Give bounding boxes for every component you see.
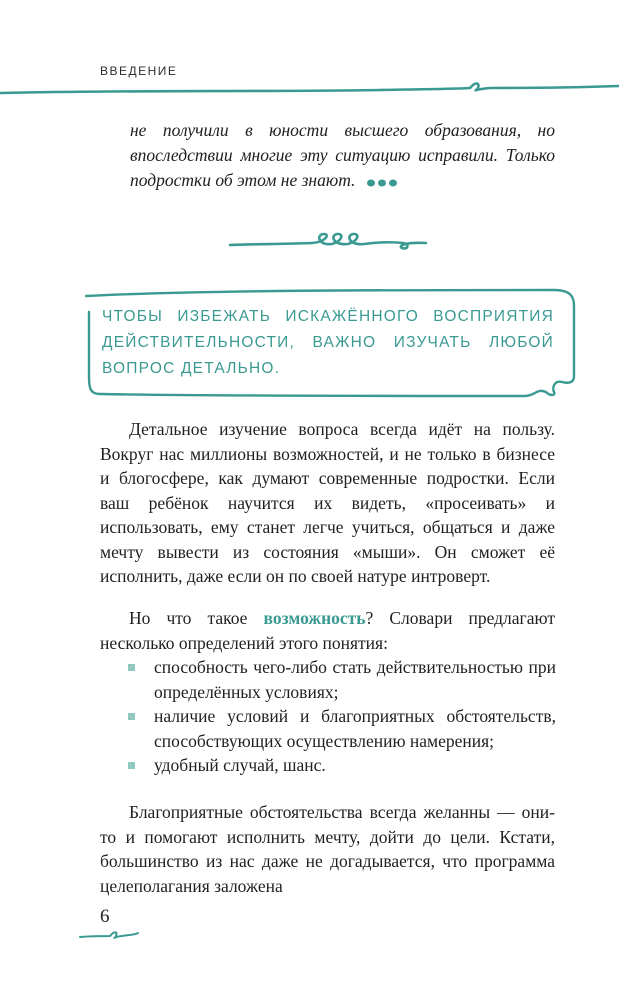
page-number: 6 xyxy=(100,906,110,927)
header-rule-ornament xyxy=(0,80,619,102)
callout-text: ЧТОБЫ ИЗБЕЖАТЬ ИСКАЖЁННОГО ВОСПРИЯТИЯ ДЕЙСТВИТЕЛЬНОСТИ, ВАЖНО ИЗУЧАТЬ ЛЮБОЙ ВОПРОС ДЕТАЛЬНО. xyxy=(102,308,554,377)
list-item-text: способность чего-либо стать действительностью при определённых условиях; xyxy=(154,657,556,702)
section-title: ВВЕДЕНИЕ xyxy=(100,64,178,78)
body-paragraph-2 xyxy=(100,606,555,655)
para2-lead-text: Но что такое xyxy=(129,608,264,628)
body-paragraph-3: Благоприятные обстоятельства всегда желанны — они-то и помогают исполнить мечту, дойти до цели. Кстати, большинство из нас даже не догадывается, что программа целеполагания заложена xyxy=(100,802,555,896)
body-paragraph-1: Детальное изучение вопроса всегда идёт на пользу. Вокруг нас миллионы возможностей, и не только в бизнесе и блогосфере, как думают современные подростки. Если ваш ребёнок научится их видеть, «просеивать» и использовать, ему станет легче учиться, общаться и даже мечту вывести из состояния «мыши». Он сможет её исполнить, даже если он по своей натуре интроверт. xyxy=(100,419,555,586)
flourish-divider-icon xyxy=(228,228,428,256)
para2-tail-text: ? Словари предлагают несколько определений этого понятия: xyxy=(100,608,555,653)
list-item xyxy=(128,704,556,753)
list-item-text: удобный случай, шанс. xyxy=(154,755,326,775)
list-item xyxy=(128,655,556,704)
list-item-text: наличие условий и благоприятных обстоятельств, способствующих осуществлению намерения; xyxy=(154,706,556,751)
square-bullet-icon xyxy=(128,664,135,671)
list-item xyxy=(128,753,556,778)
intro-italic-text: не получили в юности высшего образования, но впоследствии многие эту ситуацию исправили. Только подростки об этом не знают. xyxy=(130,120,555,190)
definition-list xyxy=(128,655,556,778)
triple-dot-ornament-icon xyxy=(366,177,400,187)
square-bullet-icon xyxy=(128,762,135,769)
footer-flourish-icon xyxy=(78,928,140,944)
square-bullet-icon xyxy=(128,713,135,720)
intro-italic-paragraph xyxy=(130,118,555,193)
keyword-highlight: возможность xyxy=(263,608,366,628)
